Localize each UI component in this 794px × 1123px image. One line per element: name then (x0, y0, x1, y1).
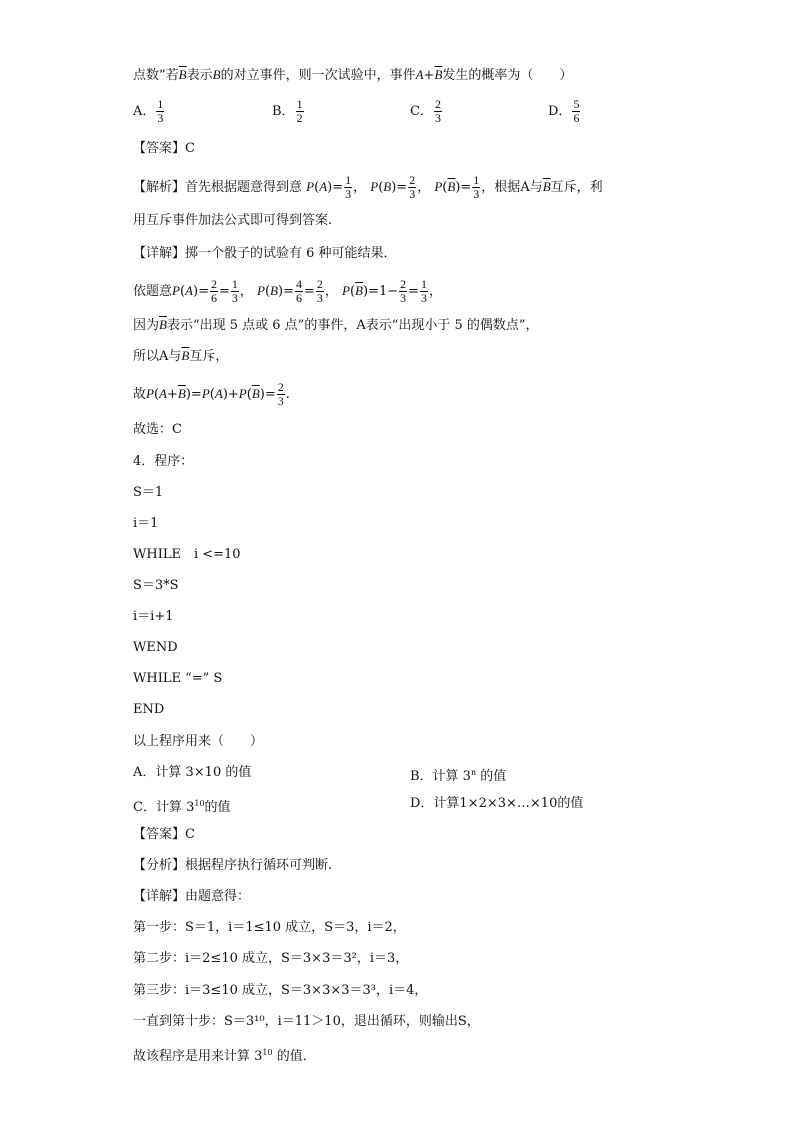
text: 点数”若 (133, 68, 179, 83)
conclusion-line (133, 1044, 316, 1066)
text: 互斥， (189, 349, 229, 364)
text: 与 (529, 180, 543, 195)
code-line: i＝i+1 (133, 609, 174, 624)
fraction (156, 98, 164, 125)
denominator: 3 (157, 111, 164, 125)
numerator: 1 (421, 277, 428, 291)
question-tail: 点数”若$\overline{B}$表示B的对立事件，则一次试验中，事件$A+\overline{B}$发生的概率为（ ） (133, 67, 573, 83)
fraction (295, 278, 303, 305)
text: C．计算 3 (133, 800, 195, 815)
option-d[interactable] (548, 98, 581, 125)
option-label: D． (548, 104, 572, 119)
denominator: 3 (434, 111, 441, 125)
numerator: 2 (409, 173, 416, 187)
text: 的值 (476, 769, 507, 784)
denominator: 2 (296, 111, 303, 125)
text: 依题意 (133, 284, 173, 299)
numerator: 1 (296, 97, 303, 111)
denominator: 3 (231, 291, 238, 305)
text: 的值 (204, 800, 231, 815)
fraction (277, 381, 285, 408)
denominator: 6 (573, 111, 580, 125)
text: 表示“出现小于 5 的偶数点”， (365, 318, 539, 333)
numerator: 1 (345, 173, 352, 187)
detail-probabilities: 依题意P(A)= $\frac{2}{6}$ = $\frac{1}{3}$ ， P(B)= $\frac{4}{6}$ = $\frac{2}{3}$ ， $P(\overline{B})=1-$ $\frac{2}{3}$ = $\frac{1}{3}$ ， (133, 277, 443, 305)
code-line: WHILE i <=10 (133, 547, 241, 562)
text: 表示“出现 5 点或 6 点”的事件， (166, 318, 357, 333)
fraction (296, 98, 304, 125)
numerator: 1 (231, 277, 238, 291)
a-symbol: A (415, 67, 424, 82)
denominator: 3 (421, 291, 428, 305)
text: 故该程序是用来计算 3 (133, 1049, 263, 1064)
option-b[interactable] (410, 764, 506, 786)
choose-line: 故选：C (133, 422, 182, 437)
analysis-line: 【分析】根据程序执行循环可判断. (133, 858, 333, 873)
option-label: C． (410, 104, 433, 119)
text: B．计算 3 (410, 769, 471, 784)
option-d[interactable]: D．计算1×2×3×…×10的值 (410, 796, 584, 811)
detail-so (133, 347, 228, 366)
a-symbol: A (356, 318, 366, 333)
detail-line: 【详解】掷一个骰子的试验有 6 种可能结果． (133, 246, 397, 261)
fraction (344, 174, 352, 201)
fraction (231, 278, 239, 305)
code-line: END (133, 702, 165, 717)
fraction (408, 174, 416, 201)
a-symbol: A (520, 180, 530, 195)
fraction (472, 174, 480, 201)
denominator: 3 (316, 291, 323, 305)
text: 因为 (133, 318, 160, 333)
option-b[interactable] (272, 98, 305, 125)
denominator: 3 (473, 187, 480, 201)
exponent: 10 (262, 1048, 273, 1057)
b-bar-symbol: $\overline{B}$ (434, 67, 443, 82)
b-bar-symbol: $\overline{B}$ (178, 67, 187, 82)
question-4-stem: 以上程序用来（ ） (133, 734, 264, 749)
fraction (399, 278, 407, 305)
text: 发生的概率为（ ） (442, 68, 573, 83)
denominator: 3 (277, 394, 284, 408)
b-bar-symbol: $\overline{B}$ (542, 179, 551, 194)
option-c[interactable] (133, 795, 231, 817)
text: 与 (168, 349, 182, 364)
numerator: 2 (400, 277, 407, 291)
exponent: 10 (194, 799, 205, 808)
code-line: S＝3*S (133, 578, 179, 593)
numerator: 2 (210, 277, 217, 291)
step-line: 第一步：S＝1，i＝1≤10 成立，S＝3，i＝2， (133, 920, 406, 935)
fraction (420, 278, 428, 305)
code-line: S＝1 (133, 485, 164, 500)
analysis-line: 【解析】首先根据题意得到意 P(A)= $\frac{1}{3}$ ， P(B)= $\frac{2}{3}$ ， $P(\overline{B})=$ $\frac{1}{3}$ ，根据A与$\overline{B}$互斥，利 (133, 173, 603, 201)
fraction (316, 278, 324, 305)
code-line: WEND (133, 640, 178, 655)
text: 所以 (133, 349, 160, 364)
denominator: 3 (345, 187, 352, 201)
b-symbol: B (212, 67, 221, 82)
fraction (210, 278, 218, 305)
denominator: 3 (400, 291, 407, 305)
detail-line: 【详解】由题意得： (133, 889, 251, 904)
detail-because (133, 316, 539, 335)
option-label: B． (272, 104, 295, 119)
step-line: 一直到第十步：S＝3¹⁰，i＝11＞10，退出循环，则输出S， (133, 1014, 480, 1029)
text: 表示 (186, 68, 213, 83)
text: 故 (133, 387, 147, 402)
fraction (434, 98, 442, 125)
denominator: 3 (409, 187, 416, 201)
question-4: 4．程序： (133, 454, 194, 469)
numerator: 1 (473, 173, 480, 187)
option-a[interactable]: A．计算 3×10 的值 (133, 765, 252, 780)
text: 的对立事件，则一次试验中，事件 (220, 68, 416, 83)
denominator: 6 (295, 291, 302, 305)
option-label: A． (133, 104, 156, 119)
a-symbol: A (159, 349, 169, 364)
b-bar-symbol: $\overline{B}$ (159, 317, 167, 332)
option-a[interactable] (133, 98, 165, 125)
numerator: 2 (434, 97, 441, 111)
fraction (572, 98, 580, 125)
answer-line: 【答案】C (133, 827, 195, 842)
numerator: 4 (295, 277, 302, 291)
numerator: 2 (316, 277, 323, 291)
step-line: 第二步：i＝2≤10 成立，S＝3×3＝3²，i＝3， (133, 951, 409, 966)
text: 【解析】首先根据题意得到意 (133, 180, 303, 195)
answer-line: 【答案】C (133, 141, 195, 156)
numerator: 2 (277, 380, 284, 394)
option-c[interactable] (410, 98, 443, 125)
exponent: n (470, 768, 477, 777)
step-line: 第三步：i＝3≤10 成立，S＝3×3×3＝3³，i＝4， (133, 983, 428, 998)
text: ，根据 (481, 180, 521, 195)
detail-therefore: 故$P(A+\overline{B})=P(A)+P(\overline{B})=$ $\frac{2}{3}$ . (133, 380, 290, 408)
b-bar-symbol: $\overline{B}$ (181, 348, 190, 363)
numerator: 5 (573, 97, 580, 111)
code-line: WHILE “=” S (133, 671, 223, 686)
denominator: 6 (210, 291, 217, 305)
numerator: 1 (157, 97, 164, 111)
text: 互斥，利 (550, 180, 603, 195)
code-line: i＝1 (133, 516, 159, 531)
analysis-line-2: 用互斥事件加法公式即可得到答案. (133, 213, 333, 228)
text: 的值． (272, 1049, 316, 1064)
